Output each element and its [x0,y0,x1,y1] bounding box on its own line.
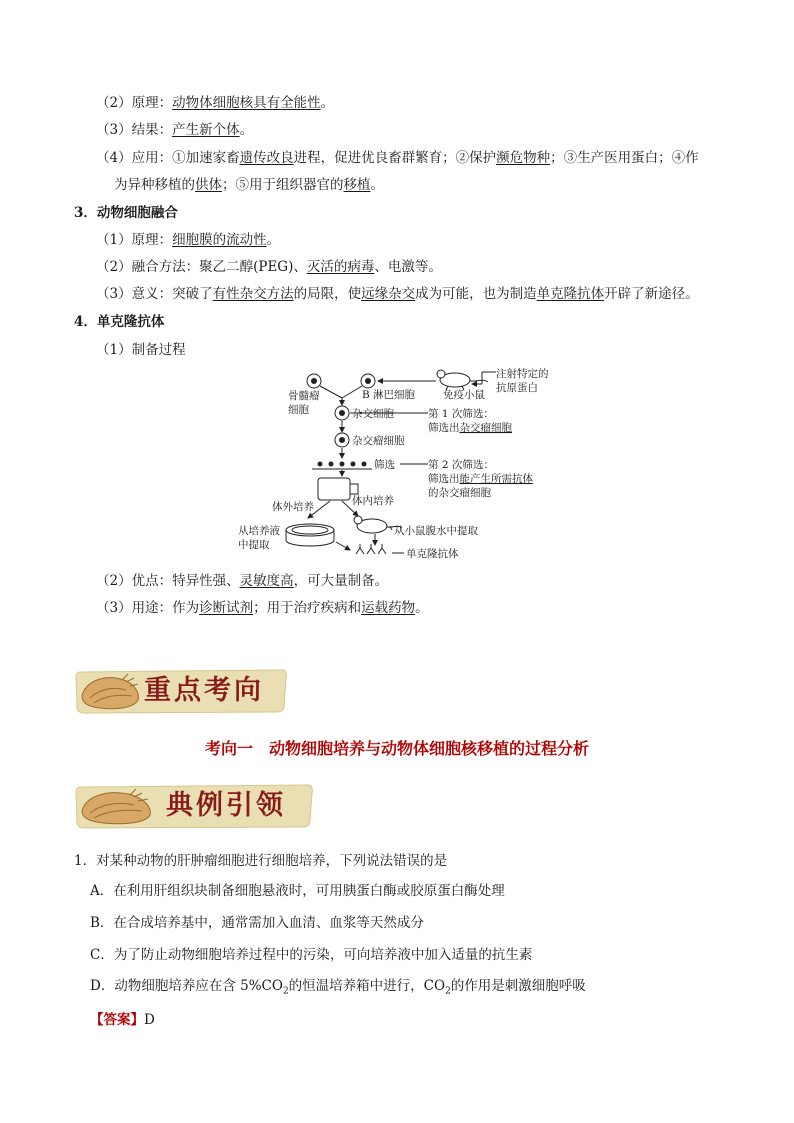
question-stem: 1．对某种动物的肝肿瘤细胞进行细胞培养，下列说法错误的是 [74,853,448,869]
label-screen: 筛选 [374,459,395,471]
label-screen2-result: 筛选出能产生所需抗体 [428,473,533,485]
answer-label: 【答案】 [90,1012,144,1028]
nt-result-line: （3）结果：产生新个体。 [96,122,254,138]
label-inject-1: 注射特定的 [496,368,549,380]
answer-value: D [144,1012,155,1028]
nt-principle-line: （2）原理：动物体细胞核具有全能性。 [96,95,335,111]
banner-key-directions [74,668,288,714]
option-b: B．在合成培养基中，通常需加入血清、血浆等天然成分 [90,915,424,931]
fusion-significance-line: （3）意义：突破了有性杂交方法的局限，使远缘杂交成为可能，也为制造单克隆抗体开辟了新途径。 [96,286,699,302]
antibody-icons [356,544,386,554]
conch-shell-icon-2 [76,783,156,829]
option-d: D．动物细胞培养应在含 $5\%CO_2$的恒温培养箱中进行，$CO_2$的作用是刺激细胞呼吸 [90,978,586,997]
mab-advantage-line: （2）优点：特异性强、灵敏度高，可大量制备。 [96,573,389,589]
label-in-vitro: 体外培养 [272,501,314,513]
label-screen1-result: 筛选出杂交瘤细胞 [428,422,512,434]
label-screen1-title: 第 1 次筛选： [428,408,494,420]
label-extract-medium-2: 中提取 [238,539,270,551]
label-hybrid-cell: 杂交细胞 [352,408,394,420]
section-heading-monoclonal: 4．单克隆抗体 [74,314,165,330]
topic-heading: 考向一 动物细胞培养与动物体细胞核移植的过程分析 [204,739,589,758]
label-mab: 单克隆抗体 [406,548,459,560]
answer-line [90,1011,155,1029]
conch-shell-icon [76,668,146,714]
mab-process-diagram [230,362,570,564]
label-screen2-result-2: 的杂交瘤细胞 [428,487,491,499]
label-hybridoma: 杂交瘤细胞 [352,435,405,447]
nt-principle-answer: 动物体细胞核具有全能性 [172,95,321,111]
label-immunized-mouse: 免疫小鼠 [443,389,485,401]
fusion-method-line: （2）融合方法：聚乙二醇(PEG)、灭活的病毒、电激等。 [96,259,442,275]
banner-typical-example-title: 典例引领 [166,790,286,821]
fusion-principle-line: （1）原理：细胞膜的流动性。 [96,232,281,248]
nt-result-answer: 产生新个体 [172,122,240,138]
banner-key-directions-title: 重点考向 [144,675,264,706]
label-extract-ascites: 从小鼠腹水中提取 [394,525,478,537]
label-screen2-title: 第 2 次筛选： [428,459,494,471]
option-a: A．在利用肝组织块制备细胞悬液时，可用胰蛋白酶或胶原蛋白酶处理 [90,883,505,899]
nt-application-line: （4）应用：①加速家畜遗传改良进程，促进优良畜群繁育；②保护濒危物种；③生产医用蛋白；④作 [96,150,699,166]
label-in-vivo: 体内培养 [352,495,394,507]
mab-use-line: （3）用途：作为诊断试剂；用于治疗疾病和运载药物。 [96,600,429,616]
section-heading-cell-fusion: 3．动物细胞融合 [74,205,178,221]
immunized-mouse-icon [437,370,488,390]
banner-typical-example [74,783,314,829]
mab-process-label: （1）制备过程 [96,342,186,358]
label-inject-2: 抗原蛋白 [496,382,538,394]
culture-dish-icon [286,524,334,546]
cell-plate-icon [318,462,367,467]
label-myeloma-2: 细胞 [288,404,309,416]
label-b-cell: B 淋巴细胞 [362,389,416,401]
label-extract-medium-1: 从培养液 [238,525,280,537]
option-c: C．为了防止动物细胞培养过程中的污染，可向培养液中加入适量的抗生素 [90,947,533,963]
nt-application-line-2: 为异种移植的供体；⑤用于组织器官的移植。 [114,177,384,193]
label-myeloma-1: 骨髓瘤 [288,390,320,402]
